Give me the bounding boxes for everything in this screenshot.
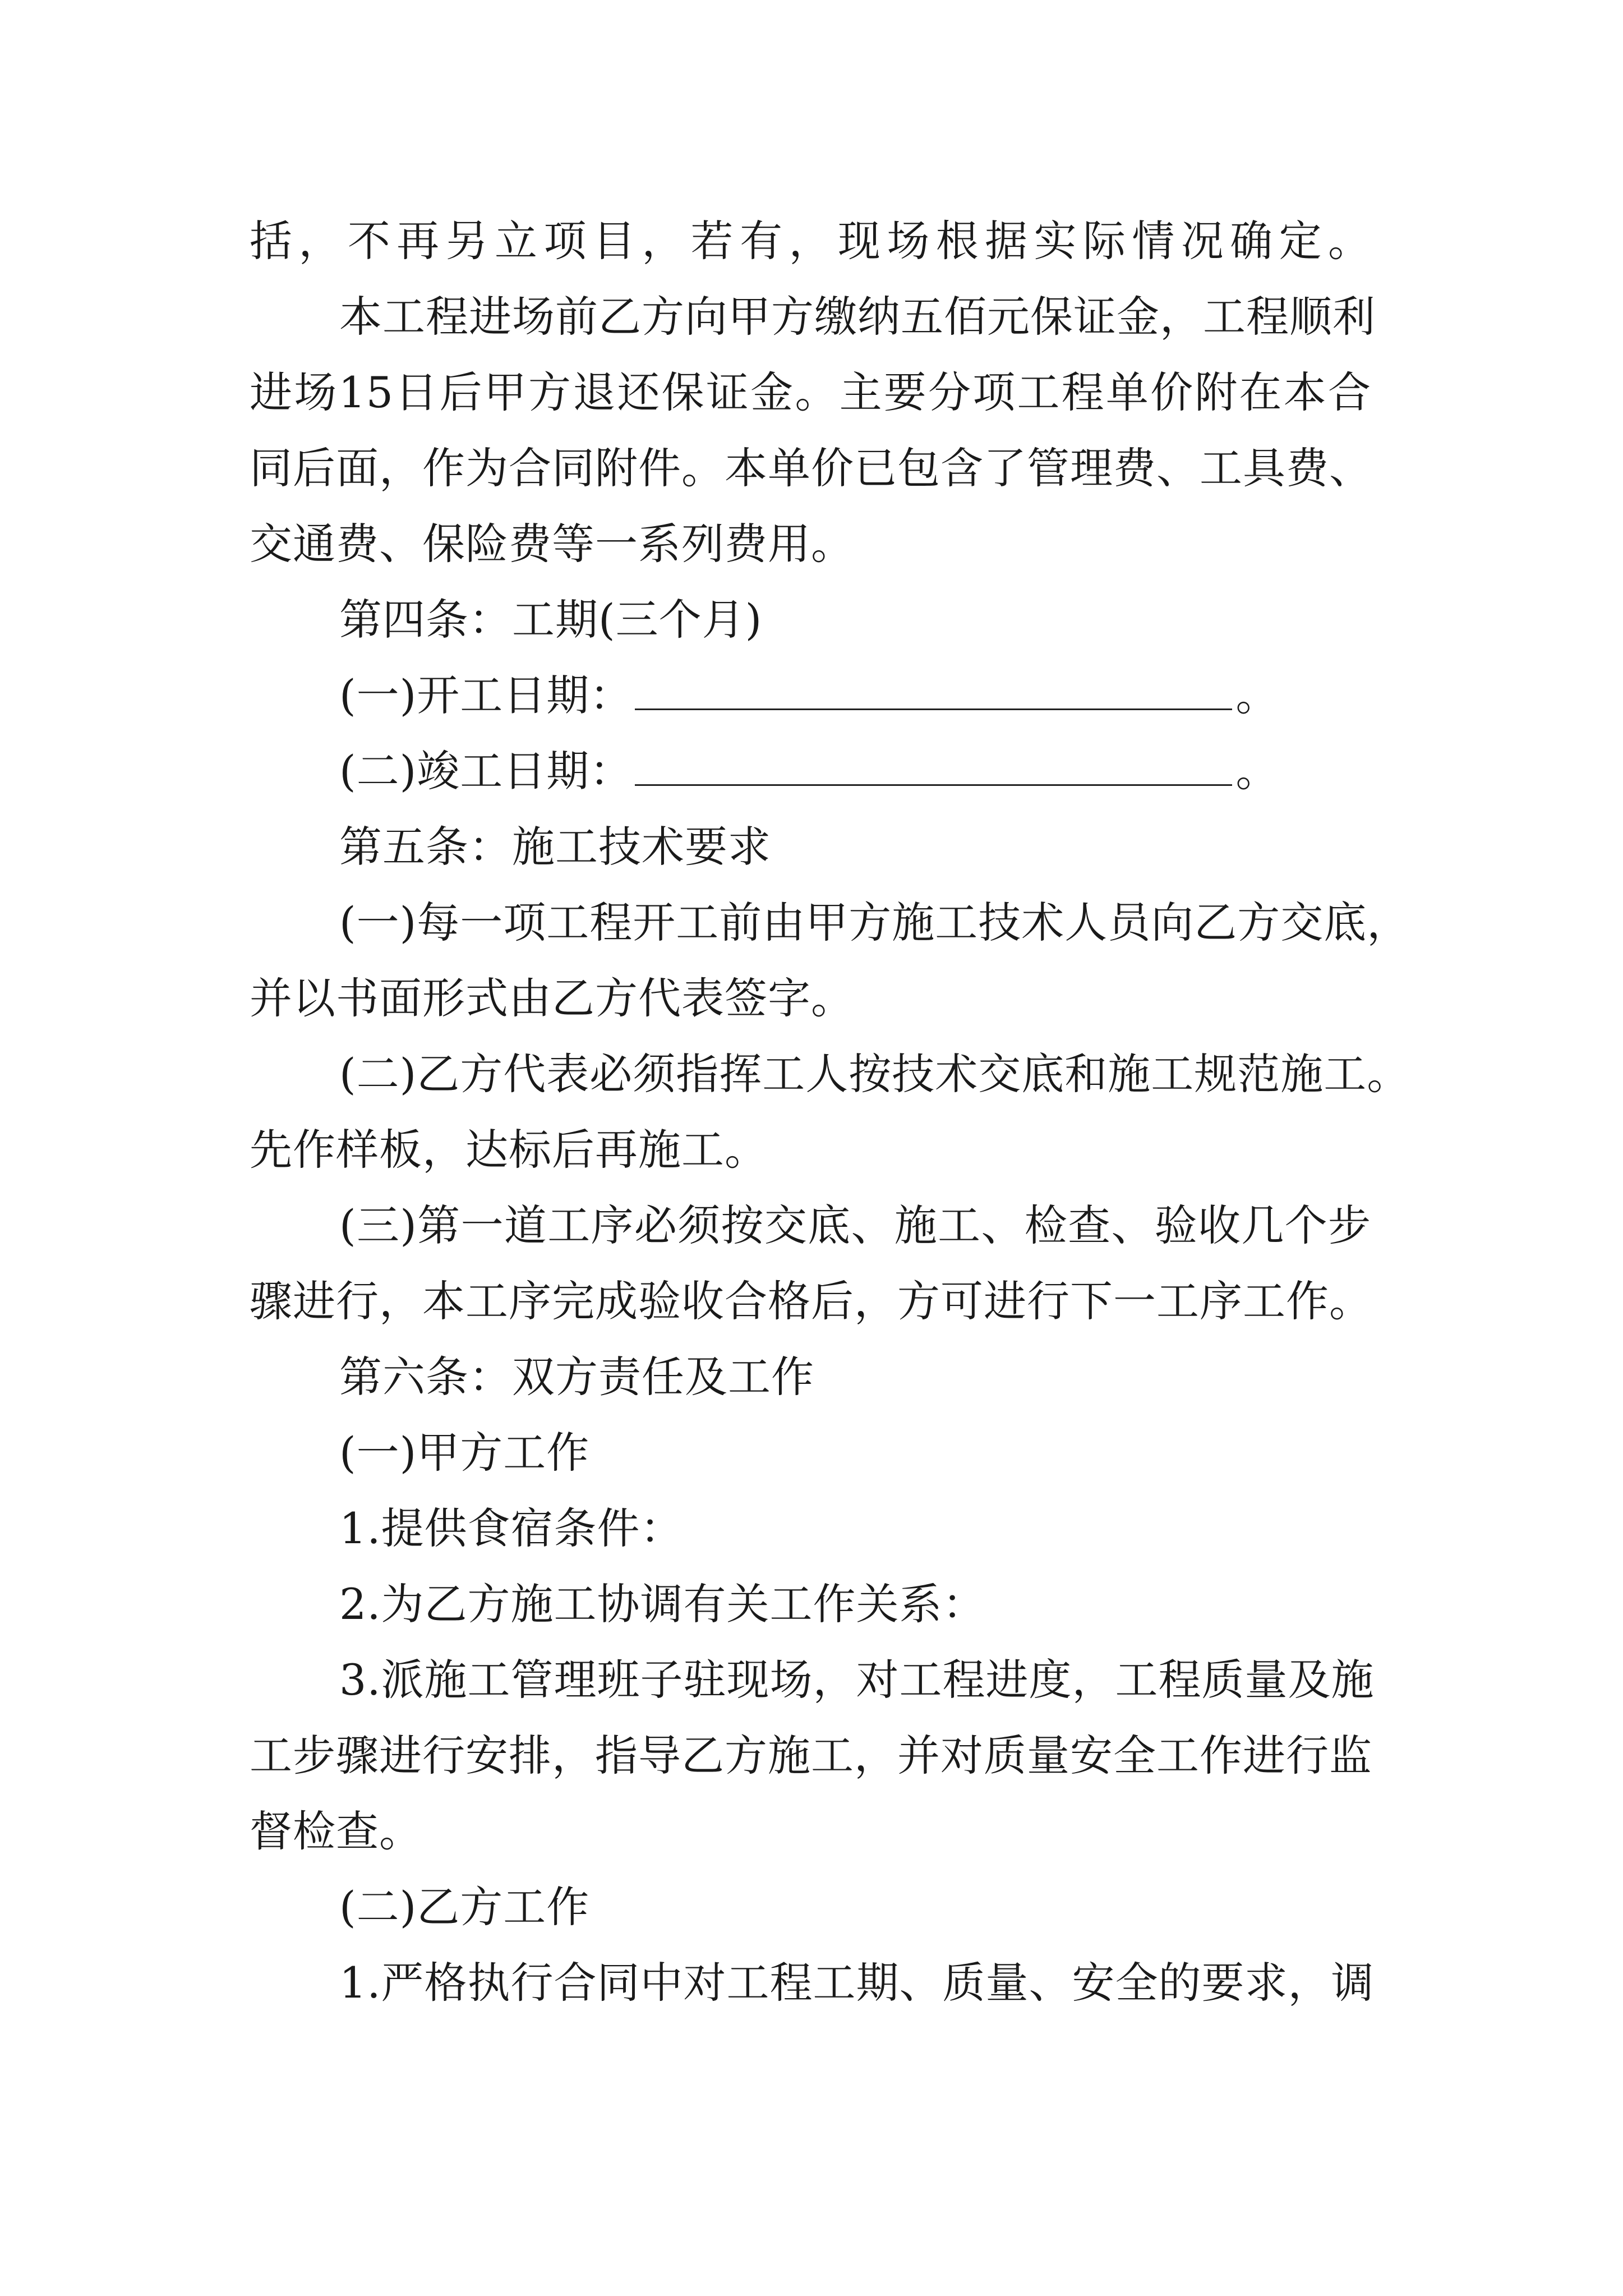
completion-date-end: 。: [1235, 746, 1279, 796]
completion-date-line: [339, 746, 1279, 797]
text-line-5: 交通费、保险费等一系列费用。: [250, 519, 854, 569]
text-line-22: 督检查。: [250, 1806, 422, 1856]
completion-date-blank: [635, 751, 1232, 786]
party-a-item-3: 3.派施工管理班子驻现场，对工程进度，工程质量及施: [339, 1655, 1375, 1705]
text-line-14: (三)第一道工序必须按交底、施工、检查、验收几个步: [339, 1200, 1371, 1250]
completion-date-label: (二)竣工日期：: [339, 746, 633, 796]
text-line-10: (一)每一项工程开工前由甲方施工技术人员向乙方交底，: [339, 898, 1410, 947]
start-date-blank: [635, 675, 1232, 710]
article-4-heading: 第四条：工期(三个月): [339, 595, 763, 645]
party-b-heading: (二)乙方工作: [339, 1882, 590, 1932]
text-line-12: (二)乙方代表必须指挥工人按技术交底和施工规范施工。: [339, 1049, 1410, 1099]
text-line-21: 工步骤进行安排，指导乙方施工，并对质量安全工作进行监: [250, 1731, 1372, 1780]
start-date-end: 。: [1235, 670, 1279, 720]
text-line-11: 并以书面形式由乙方代表签字。: [250, 973, 854, 1023]
text-line-1: 括，不再另立项目，若有，现场根据实际情况确定。: [250, 216, 1371, 266]
text-line-15: 骤进行，本工序完成验收合格后，方可进行下一工序工作。: [250, 1276, 1372, 1326]
text-line-2: 本工程进场前乙方向甲方缴纳五佰元保证金，工程顺利: [339, 292, 1376, 342]
text-line-13: 先作样板，达标后再施工。: [250, 1125, 768, 1175]
party-a-heading: (一)甲方工作: [339, 1428, 590, 1478]
party-b-item-1: 1.严格执行合同中对工程工期、质量、安全的要求，调: [339, 1958, 1375, 2008]
start-date-label: (一)开工日期：: [339, 670, 633, 720]
text-line-3: 进场15日后甲方退还保证金。主要分项工程单价附在本合: [250, 367, 1371, 417]
article-6-heading: 第六条：双方责任及工作: [339, 1352, 814, 1402]
party-a-item-2: 2.为乙方施工协调有关工作关系：: [339, 1579, 986, 1629]
text-line-4: 同后面，作为合同附件。本单价已包含了管理费、工具费、: [250, 443, 1372, 493]
party-a-item-1: 1.提供食宿条件：: [339, 1503, 684, 1553]
article-5-heading: 第五条：施工技术要求: [339, 822, 771, 872]
start-date-line: [339, 670, 1279, 721]
